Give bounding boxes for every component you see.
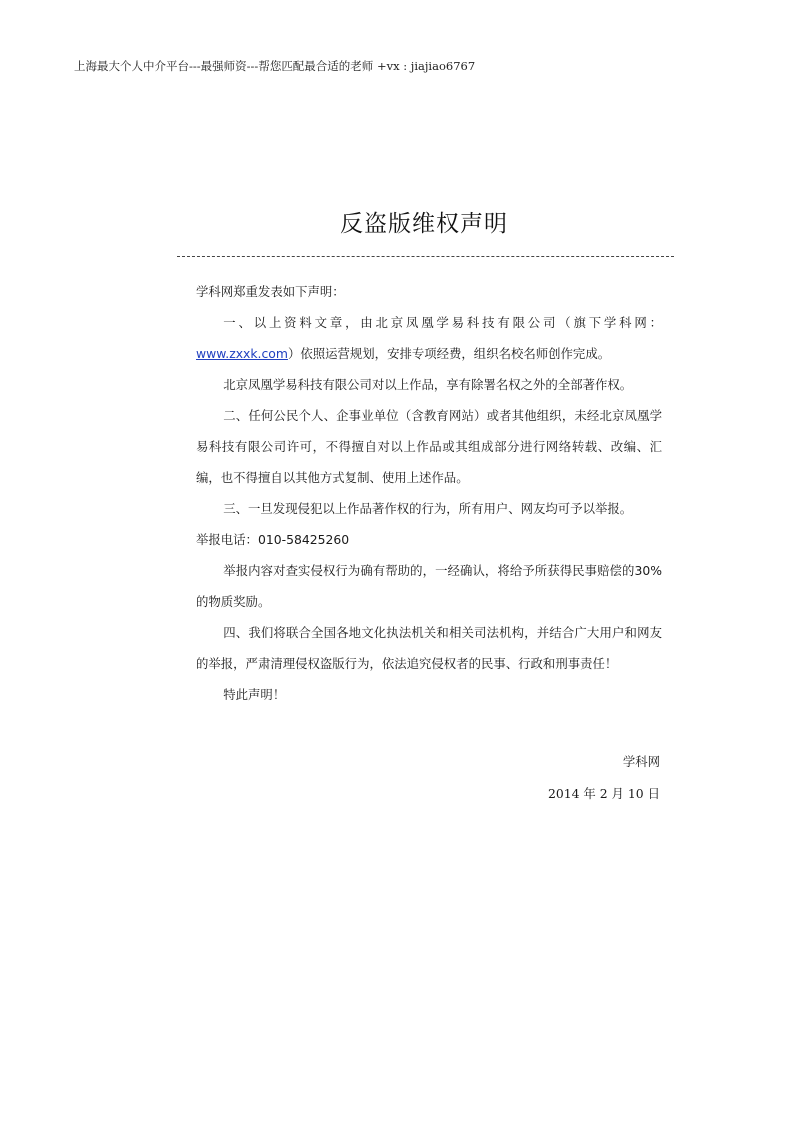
- statement-date: 2014 年 2 月 10 日: [547, 786, 660, 801]
- intro-line: 学科网郑重发表如下声明：: [196, 284, 345, 299]
- closing-line: 特此声明！: [223, 687, 286, 702]
- paragraph-1: [196, 307, 662, 369]
- paragraph-6: 举报内容对查实侵权行为确有帮助的，一经确认，将给予所获得民事赔偿的30%的物质奖励。: [196, 563, 662, 609]
- header-note: 上海最大个人中介平台---最强师资---帮您匹配最合适的老师 +vx : jiajiao6767: [74, 59, 476, 73]
- signature: 学科网: [622, 754, 660, 769]
- dashed-divider: [177, 256, 674, 257]
- paragraph-3: 二、任何公民个人、企事业单位（含教育网站）或者其他组织，未经北京凤凰学易科技有限公司许可，不得擅自对以上作品或其组成部分进行网络转载、改编、汇编，也不得擅自以其他方式复制、使用上述作品。: [196, 408, 662, 485]
- paragraph-7: 四、我们将联合全国各地文化执法机关和相关司法机构，并结合广大用户和网友的举报，严肃清理侵权盗版行为，依法追究侵权者的民事、行政和刑事责任！: [196, 625, 662, 671]
- paragraph-1-text-a: 一、以上资料文章，由北京凤凰学易科技有限公司（旗下学科网：: [223, 315, 662, 330]
- statement-body: [196, 276, 662, 710]
- paragraph-1-text-b: ）依照运营规划，安排专项经费，组织名校名师创作完成。: [287, 346, 611, 361]
- report-phone: 举报电话：010-58425260: [196, 532, 350, 547]
- document-title: 反盗版维权声明: [340, 211, 508, 237]
- paragraph-4: 三、一旦发现侵犯以上作品著作权的行为，所有用户、网友均可予以举报。: [223, 501, 633, 516]
- website-link[interactable]: www.zxxk.com: [196, 346, 288, 361]
- paragraph-2: 北京凤凰学易科技有限公司对以上作品，享有除署名权之外的全部著作权。: [223, 377, 633, 392]
